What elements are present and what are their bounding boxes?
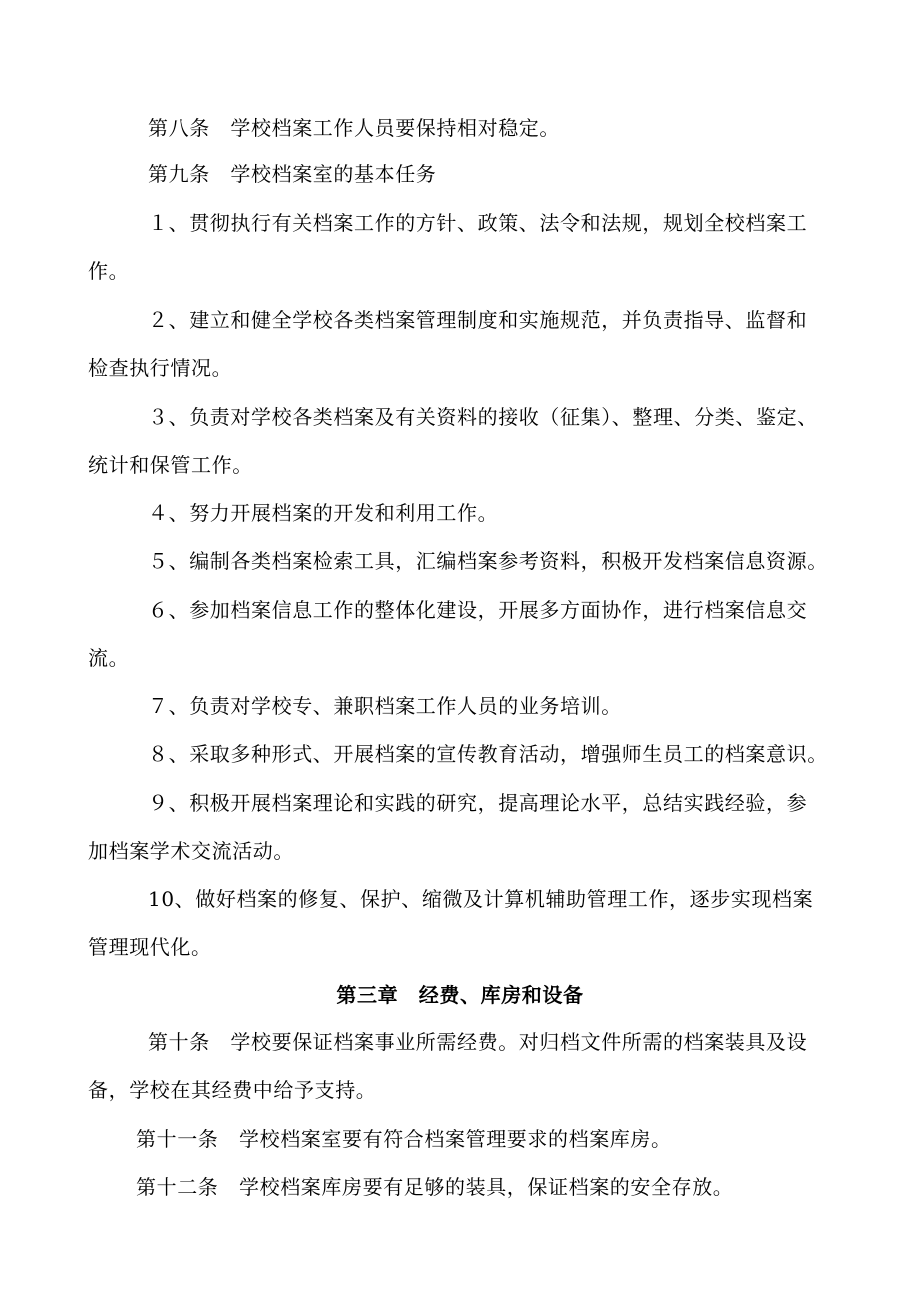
article-9: 第九条 学校档案室的基本任务 [148,162,437,186]
task-2: ２、建立和健全学校各类档案管理制度和实施规范，并负责指导、监督和 [148,308,808,332]
task-3: ３、负责对学校各类档案及有关资料的接收（征集）、整理、分类、鉴定、 [148,405,818,429]
task-6-cont: 流。 [88,646,130,670]
task-1-cont: 作。 [88,259,130,283]
article-10-cont: 备，学校在其经费中给予支持。 [88,1078,377,1102]
task-10: 10、做好档案的修复、保护、缩微及计算机辅助管理工作，逐步实现档案 [148,887,814,911]
task-5: ５、编制各类档案检索工具，汇编档案参考资料，积极开发档案信息资源。 [148,549,828,573]
task-8: ８、采取多种形式、开展档案的宣传教育活动，增强师生员工的档案意识。 [148,742,828,766]
task-7: ７、负责对学校专、兼职档案工作人员的业务培训。 [148,694,622,718]
chapter-3-heading: 第三章 经费、库房和设备 [336,983,584,1007]
task-9-cont: 加档案学术交流活动。 [88,839,294,863]
task-6: ６、参加档案信息工作的整体化建设，开展多方面协作，进行档案信息交 [148,598,808,622]
task-9: ９、积极开展档案理论和实践的研究，提高理论水平，总结实践经验，参 [148,791,808,815]
task-4: ４、努力开展档案的开发和利用工作。 [148,501,499,525]
article-11: 第十一条 学校档案室要有符合档案管理要求的档案库房。 [136,1127,672,1151]
article-8: 第八条 学校档案工作人员要保持相对稳定。 [148,116,560,140]
article-12: 第十二条 学校档案库房要有足够的装具，保证档案的安全存放。 [136,1175,734,1199]
article-10: 第十条 学校要保证档案事业所需经费。对归档文件所需的档案装具及设 [148,1030,808,1054]
task-2-cont: 检查执行情况。 [88,356,233,380]
task-10-cont: 管理现代化。 [88,935,212,959]
task-3-cont: 统计和保管工作。 [88,453,253,477]
task-1: １、贯彻执行有关档案工作的方针、政策、法令和法规，规划全校档案工 [148,211,808,235]
